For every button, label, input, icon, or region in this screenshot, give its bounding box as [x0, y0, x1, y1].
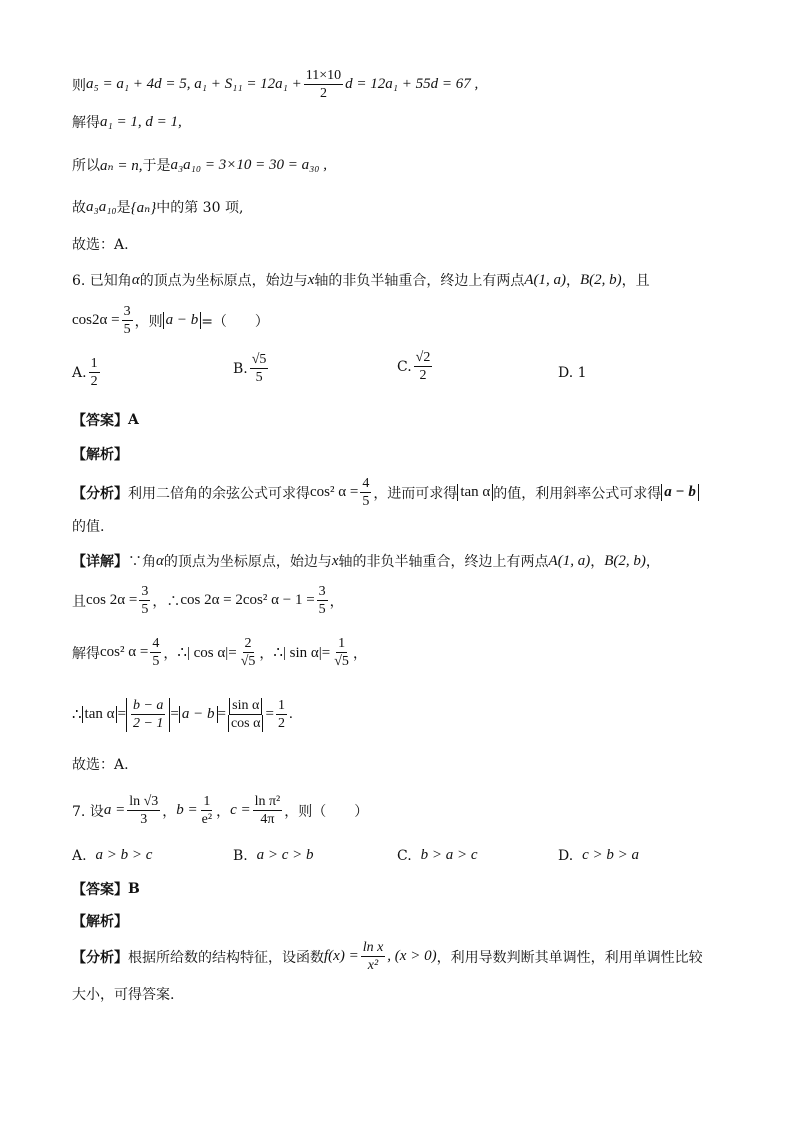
q7-answer: 【答案】 B: [72, 881, 140, 898]
math: x: [307, 271, 315, 288]
text: 则: [72, 77, 86, 94]
math: A(1, a): [524, 271, 567, 288]
q6-fenxi-line2: 的值.: [72, 519, 105, 535]
fraction: $\frac{1}{2}$: [90, 356, 98, 390]
q5-final: [72, 234, 129, 254]
fraction: $\frac{1}{√5}$: [334, 636, 349, 670]
math: B(2, b): [580, 271, 622, 288]
q7-choice-b: B. a > c > b: [233, 847, 314, 864]
q6-stem-line2: [72, 304, 269, 338]
fraction: $\frac{\text{ln x}}{\text{x²}}$: [362, 940, 384, 974]
q7-analysis-tag: 【解析】: [72, 914, 128, 930]
math: a₃a₁₀: [86, 198, 117, 215]
fraction: $\frac{4}{5}$: [362, 476, 370, 510]
fraction: $\frac{1}{2}$: [277, 698, 285, 732]
q6-detail-line2: 且 cos 2α = $\frac{3}{5}$ ，∴ cos 2α = 2cos² α − 1 = $\frac{3}{5}$ ，: [72, 584, 344, 618]
fraction: $\frac{b - a}{2 - 1}$: [132, 698, 164, 732]
math: a₃a₁₀ = 3×10 = 30 = a₃₀ ,: [170, 156, 328, 173]
q6-choice-d: D. 1: [558, 365, 587, 381]
fraction: $\frac{3}{5}$: [318, 584, 326, 618]
fraction: $\frac{\ln √3}{3}$: [129, 794, 159, 828]
q6-analysis-tag: 【解析】: [72, 447, 128, 463]
q5-line3: [72, 155, 327, 175]
math: cos2α =: [72, 312, 120, 329]
q5-line2: [72, 112, 182, 132]
q6-detail-line1: 【详解】 ∵角 α 的顶点为坐标原点，始边与 x 轴的非负半轴重合，终边上有两点 A(1, a) ， B(2, b) ，: [72, 552, 660, 570]
text: 故: [72, 200, 86, 216]
q6-detail-line3: 解得 cos² α = $\frac{4}{5}$ ， ∴| cos α|= $\frac{2}{√5}$ ， ∴| sin α|= $\frac{1}{√5}$ ，: [72, 636, 367, 670]
fraction: $\frac{√5}{5}$: [251, 352, 267, 386]
text: 故选：A.: [72, 237, 129, 253]
q7-choice-d: D. c > b > a: [558, 847, 639, 864]
math: α: [131, 271, 140, 288]
q6-stem-line1: [72, 270, 650, 290]
fraction: $\frac{11\times 10}{2}$: [305, 68, 342, 102]
text: 所以: [72, 158, 100, 174]
fraction: $\frac{4}{5}$: [152, 636, 160, 670]
q6-final: 故选：A.: [72, 757, 129, 773]
text: 解得: [72, 115, 100, 131]
q7-choice-a: A. a > b > c: [72, 847, 153, 864]
fraction: $\frac{3}{5}$: [141, 584, 149, 618]
q6-fenxi-line1: 【分析】 利用二倍角的余弦公式可求得 cos² α = $\frac{4}{5}$ ，进而可求得 tan α 的值，利用斜率公式可求得 a − b: [72, 476, 699, 510]
text: 6. 已知角: [72, 273, 132, 289]
math: a₅ = a₁ + 4d = 5, a₁ + S₁₁ = 12a₁ +: [86, 76, 302, 93]
q7-choice-c: C. b > a > c: [397, 847, 478, 864]
math: aₙ = n,: [100, 157, 143, 174]
text: ，且: [621, 273, 650, 289]
text: ，则: [134, 313, 163, 330]
q5-line1: [72, 68, 478, 102]
fraction: $\frac{2}{√5}$: [240, 636, 256, 670]
math: {aₙ}: [130, 199, 157, 216]
text: 于是: [142, 158, 171, 174]
text: =（ ）: [201, 313, 269, 330]
text: ，: [566, 273, 581, 289]
q5-line4: [72, 197, 243, 217]
q7-stem: 7. 设 a = $\frac{\ln √3}{3}$ ， b = $\frac{1}{\text{e²}}$ ， c = $\frac{\text{ln π²}}{4\pi}$ ，则（ ）: [72, 794, 369, 828]
text: 是: [116, 200, 131, 216]
q6-detail-line4: ∴ tan α = $\frac{b - a}{2 - 1}$ = a − b = $\frac{\text{sin α}}{\text{cos α}}$ = $\frac{1}{2}$ .: [72, 698, 293, 732]
fraction: $\frac{√2}{2}$: [415, 350, 431, 384]
math: d = 12a₁ + 55d = 67 ,: [345, 76, 479, 93]
text: 中的第 30 项,: [156, 200, 244, 216]
text: 轴的非负半轴重合，终边上有两点: [314, 273, 525, 289]
q6-answer: 【答案】 A: [72, 412, 139, 429]
q6-choice-b: B. $\frac{√5}{5}$: [233, 352, 267, 386]
q7-fenxi-line2: 大小，可得答案.: [72, 987, 175, 1003]
q6-choice-a: A. $\frac{1}{2}$: [72, 356, 98, 390]
fraction: $\frac{1}{\text{e²}}$: [201, 794, 213, 828]
fraction: $\frac{\text{ln π²}}{4\pi}$: [254, 794, 281, 828]
text: 的顶点为坐标原点，始边与: [139, 273, 308, 289]
fraction: $\frac{3}{5}$: [123, 304, 131, 338]
fraction: $\frac{\text{sin α}}{\text{cos α}}$: [228, 698, 264, 732]
math: a − b: [163, 312, 202, 329]
q6-choice-c: C. $\frac{√2}{2}$: [397, 350, 431, 384]
q7-fenxi-line1: 【分析】 根据所给数的结构特征，设函数 f(x) = $\frac{\text{ln x}}{\text{x²}}$ , (x > 0) ，利用导数判断其单调性，利用单调性比较: [72, 940, 703, 974]
math: a₁ = 1, d = 1,: [100, 113, 182, 130]
